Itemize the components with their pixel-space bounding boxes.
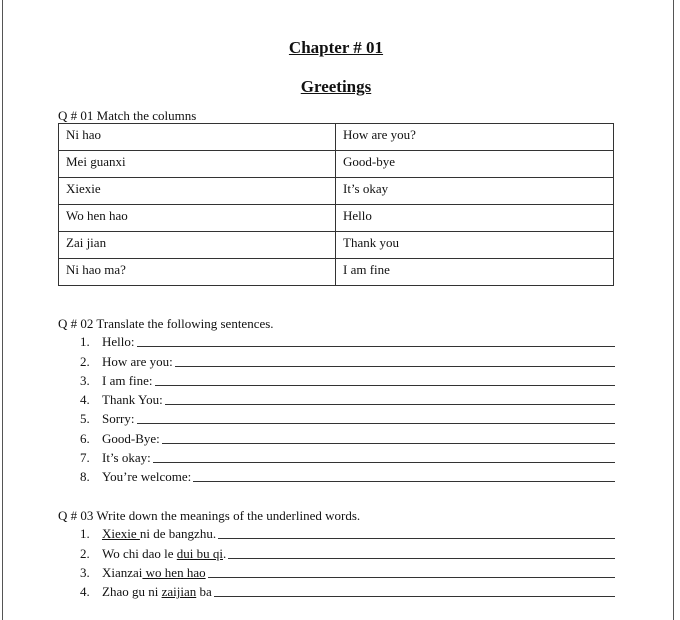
page-border-right — [673, 0, 674, 620]
item-number: 8. — [80, 469, 90, 485]
list-item — [80, 427, 615, 446]
list-item — [80, 447, 615, 466]
table-row — [59, 124, 614, 151]
meanings-list — [80, 523, 615, 600]
underlined-word: zaijian — [161, 584, 197, 600]
item-text: Good-Bye: — [102, 430, 160, 446]
underlined-word: dui bu qi — [176, 545, 223, 561]
list-item — [80, 542, 615, 561]
left-cell: Ni hao — [59, 124, 336, 151]
list-item — [80, 408, 615, 427]
item-text: Sorry: — [102, 411, 135, 427]
list-item — [80, 562, 615, 581]
list-item — [80, 581, 615, 600]
item-number: 3. — [80, 372, 90, 388]
item-number: 2. — [80, 545, 90, 561]
answer-line[interactable] — [137, 413, 616, 424]
answer-line[interactable] — [153, 452, 615, 463]
left-cell: Mei guanxi — [59, 151, 336, 178]
item-text: How are you: — [102, 353, 173, 369]
list-item — [80, 350, 615, 369]
right-cell: It’s okay — [336, 178, 614, 205]
item-text: It’s okay: — [102, 450, 151, 466]
item-number: 4. — [80, 584, 90, 600]
item-number: 1. — [80, 334, 90, 350]
item-text: Thank You: — [102, 392, 163, 408]
underlined-word: wo hen hao — [142, 564, 206, 580]
answer-line[interactable] — [155, 375, 615, 386]
item-text: You’re welcome: — [102, 469, 192, 485]
table-row — [59, 205, 614, 232]
item-text-pre: Xianzai — [102, 564, 143, 580]
left-cell: Wo hen hao — [59, 205, 336, 232]
item-number: 7. — [80, 450, 90, 466]
answer-line[interactable] — [162, 433, 615, 444]
answer-line[interactable] — [175, 356, 615, 367]
answer-line[interactable] — [208, 567, 615, 578]
answer-line[interactable] — [165, 394, 615, 405]
right-cell: How are you? — [336, 124, 614, 151]
underlined-word: Xiexie — [102, 526, 140, 542]
q2-heading: Q # 02 Translate the following sentences. — [58, 316, 274, 331]
list-item — [80, 331, 615, 350]
answer-line[interactable] — [137, 336, 616, 347]
section-title: Greetings — [300, 77, 372, 96]
answer-line[interactable] — [218, 528, 615, 539]
left-cell: Zai jian — [59, 232, 336, 259]
item-number: 5. — [80, 411, 90, 427]
item-text-post: ba — [196, 584, 212, 600]
item-text-pre: Zhao gu ni — [102, 584, 162, 600]
item-number: 1. — [80, 526, 90, 542]
item-number: 4. — [80, 392, 90, 408]
item-text-post: ni de bangzhu. — [139, 526, 217, 542]
answer-line[interactable] — [228, 548, 615, 559]
left-cell: Xiexie — [59, 178, 336, 205]
list-item — [80, 389, 615, 408]
right-cell: Thank you — [336, 232, 614, 259]
left-cell: Ni hao ma? — [59, 259, 336, 286]
list-item — [80, 370, 615, 389]
right-cell: Good-bye — [336, 151, 614, 178]
right-cell: I am fine — [336, 259, 614, 286]
list-item — [80, 523, 615, 542]
q3-heading: Q # 03 Write down the meanings of the underlined words. — [58, 508, 361, 523]
answer-line[interactable] — [193, 471, 615, 482]
list-item — [80, 466, 615, 485]
item-text-pre: Wo chi dao le — [102, 545, 177, 561]
item-text: Hello: — [102, 334, 135, 350]
q1-heading: Q # 01 Match the columns — [58, 108, 197, 123]
table-row — [59, 259, 614, 286]
item-number: 2. — [80, 353, 90, 369]
item-number: 3. — [80, 564, 90, 580]
item-text: I am fine: — [102, 372, 153, 388]
item-text-post: . — [223, 545, 227, 561]
item-number: 6. — [80, 430, 90, 446]
translate-list — [80, 331, 615, 485]
table-row — [59, 178, 614, 205]
table-row — [59, 232, 614, 259]
table-row — [59, 151, 614, 178]
answer-line[interactable] — [214, 586, 615, 597]
chapter-title: Chapter # 01 — [288, 38, 384, 57]
match-table — [58, 123, 614, 286]
right-cell: Hello — [336, 205, 614, 232]
